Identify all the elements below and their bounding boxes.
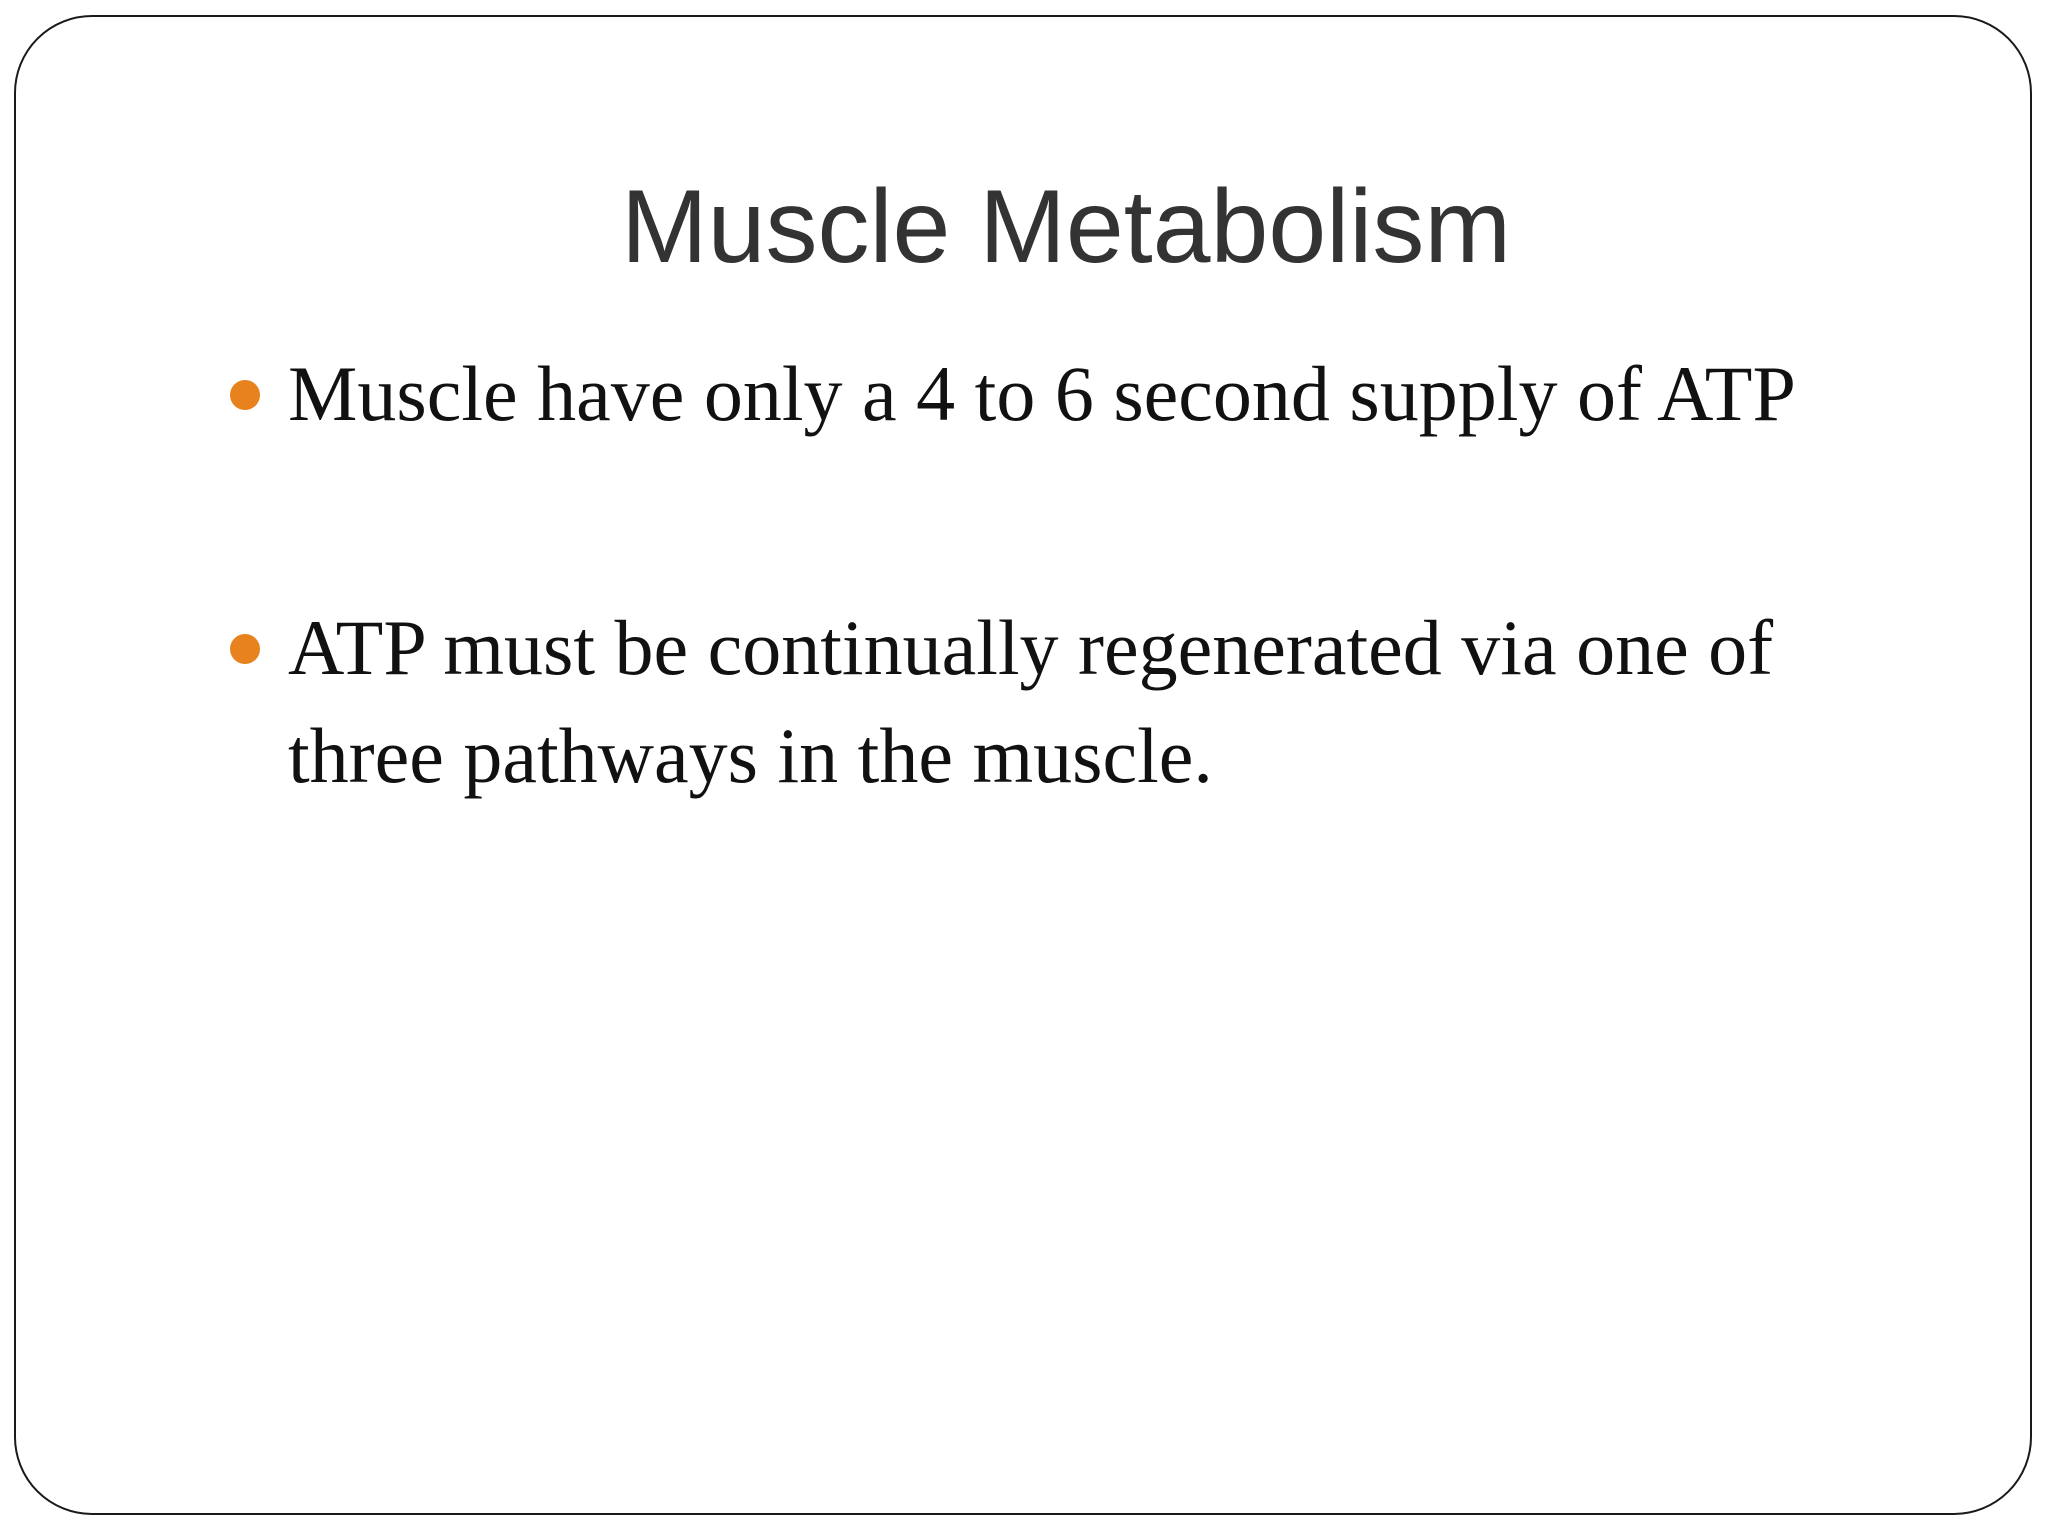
slide-title: Muscle Metabolism (620, 169, 1512, 285)
bullet-item (230, 594, 1870, 810)
bullet-text: ATP must be continually regenerated via one of three pathways in the muscle. (288, 604, 1774, 799)
bullet-dot-icon (230, 380, 260, 410)
bullet-text: Muscle have only a 4 to 6 second supply of ATP (288, 350, 1796, 437)
bullet-dot-icon (230, 634, 260, 664)
bullet-list (230, 340, 1870, 810)
bullet-item (230, 340, 1870, 448)
